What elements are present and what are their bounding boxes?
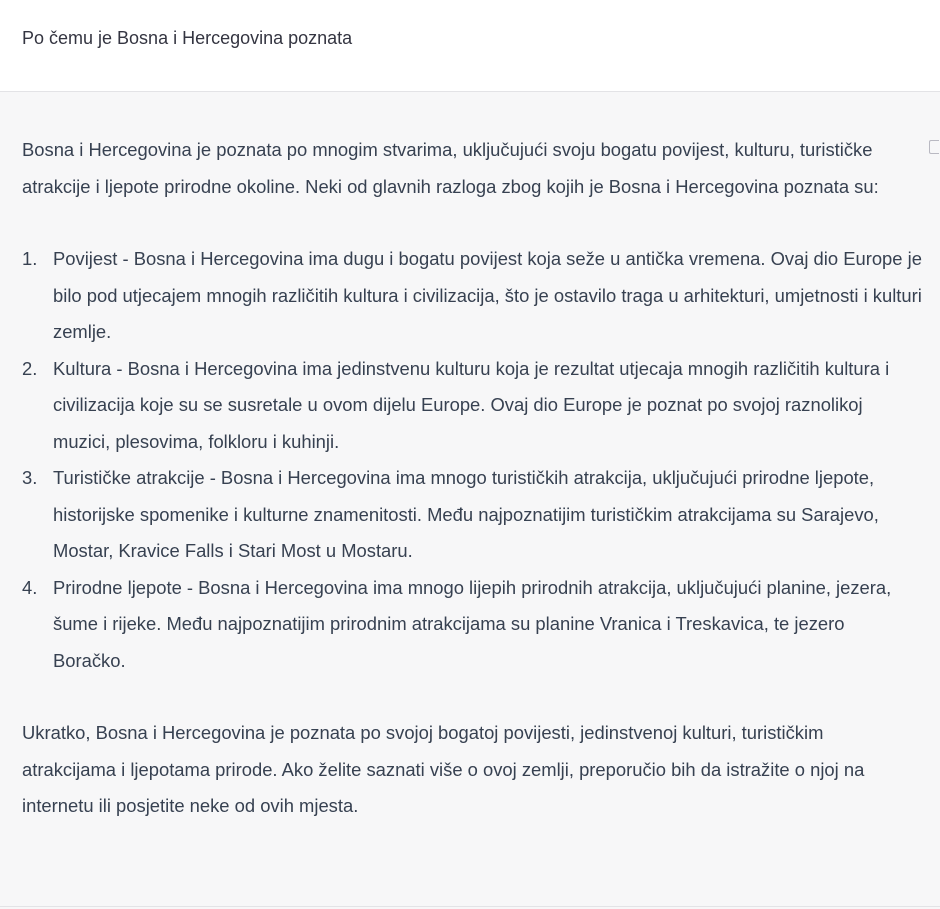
list-item-text: Prirodne ljepote - Bosna i Hercegovina ima mnogo lijepih prirodnih atrakcija, uključujući planine, jezera, šume i rijeke. Među najpoznatijim prirodnim atrakcijama su planine Vranica i Treskavica, te jezero Boračko. [53, 576, 892, 671]
list-item-text: Turističke atrakcije - Bosna i Hercegovina ima mnogo turističkih atrakcija, uključujući prirodne ljepote, historijske spomenike i kulturne znamenitosti. Među najpoznatijim turističkim atrakcijama su Sarajevo, Mostar, Kravice Falls i Stari Most u Mostaru. [53, 467, 879, 561]
answer-intro: Bosna i Hercegovina je poznata po mnogim stvarima, uključujući svoju bogatu povijest, kulturu, turističke atrakcije i ljepote prirodne okoline. Neki od glavnih razloga zbog kojih je Bosna i Hercegovina poznata su: [22, 139, 879, 197]
assistant-message [0, 92, 940, 909]
copy-icon[interactable] [929, 140, 939, 154]
divider [0, 906, 940, 907]
assistant-message-content [22, 132, 922, 825]
list-item [22, 241, 922, 351]
list-item-number: 4. [22, 576, 38, 598]
user-message [0, 0, 940, 92]
list-item-number: 2. [22, 357, 38, 379]
answer-summary: Ukratko, Bosna i Hercegovina je poznata po svojoj bogatoj povijesti, jedinstvenoj kulturi, turističkim atrakcijama i ljepotama prirode. Ako želite saznati više o ovoj zemlji, preporučio bih da istražite o njoj na internetu ili posjetite neke od ovih mjesta. [22, 722, 865, 816]
user-message-text: Po čemu je Bosna i Hercegovina poznata [22, 28, 353, 48]
list-item [22, 460, 922, 570]
list-item-number: 1. [22, 248, 38, 269]
list-item-number: 3. [22, 467, 38, 488]
list-item [22, 351, 922, 461]
answer-list [22, 241, 922, 679]
list-item [22, 570, 922, 680]
list-item-text: Kultura - Bosna i Hercegovina ima jedinstvenu kulturu koja je rezultat utjecaja mnogih različitih kultura i civilizacija koje su se susretale u ovom dijelu Europe. Ovaj dio Europe je poznat po svojoj raznolikoj muzici, plesovima, folkloru i kuhinji. [53, 357, 890, 452]
list-item-text: Povijest - Bosna i Hercegovina ima dugu i bogatu povijest koja seže u antička vremena. Ovaj dio Europe je bilo pod utjecajem mnogih različitih kultura i civilizacija, što je ostavilo traga u arhitekturi, umjetnosti i kulturi zemlje. [53, 248, 922, 342]
